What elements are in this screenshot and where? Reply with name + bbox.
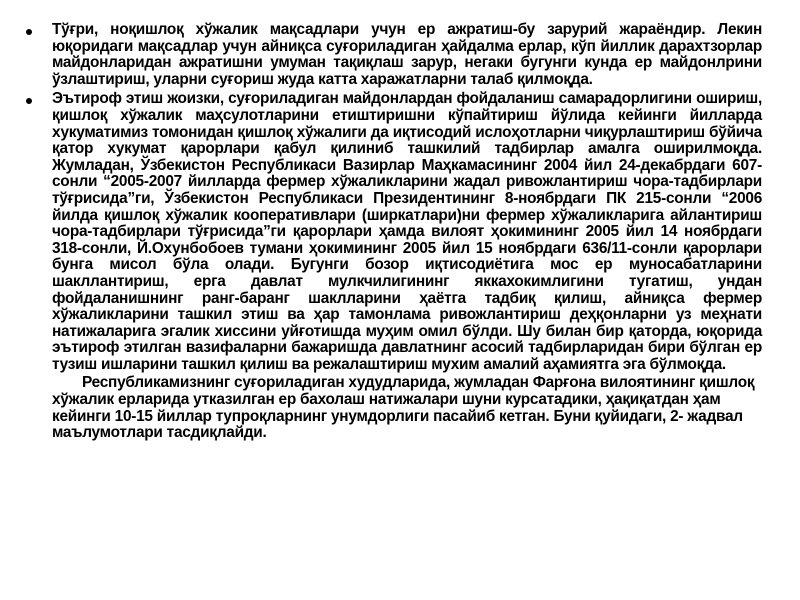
closing-paragraph-text: Республикамизнинг суғориладиган худудларида, жумладан Фарғона вилоятининг қишлоқ хўжалик ерларида утказилган ер бахолаш натижалари шуни курсатадики, ҳақиқатдан ҳам кейинги 10-15 йиллар тупроқларнинг унумдорлиги пасайиб кетган. Буни қуйидаги, 2- жадвал маълумотлари тасдиқлайди. xyxy=(52,374,755,442)
slide-content xyxy=(22,22,762,442)
bullet-text-2: Эътироф этиш жоизки, суғориладиган майдонлардан фойдаланиш самарадорлигини ошириш, қишлоқ хўжалик маҳсулотларини етиштиришни кўпайтириш йўлида кейинги йилларда хукуматимиз томонидан қишлоқ хўжалиги да иқтисодий ислоҳотларни чиқурлаштириш бўйича қатор хукумат қарорлари қабул қилиниб ташкилий тадбирлар амалга оширилмоқда. Жумладан, Ўзбекистон Республикаси Вазирлар Маҳкамасининг 2004 йил 24-декабрдаги 607-сонли “2005-2007 йилларда фермер хўжаликларини жадал ривожлантириш чора-тадбирлари тўғрисида”ги, Ўзбекистон Республикаси Президентининг 8-ноябрдаги ПК 215-сонли “2006 йилда қишлоқ хўжалик кооперативлари (ширкатлари)ни фермер хўжаликларига айлантириш чора-тадбирлари тўғрисида”ги қарорлари ҳамда вилоят ҳокимининг 2005 йил 14 ноябрдаги 318-сонли, Й.Охунбобоев тумани ҳокимининг 2005 йил 15 ноябрдаги 636/11-сонли қарорлари бунга мисол бўла олади. Бугунги бозор иқтисодиётига мос ер муносабатларини шакллантириш, ерга давлат мулкчилигининг яккахокимлигини тугатиш, ундан фойдаланишнинг ранг-баранг шаклларини ҳаётга тадбиқ қилиш, айниқса фермер хўжаликларини ташкил этиш ва ҳар тамонлама ривожлантириш деҳқонларни уз меҳнати натижаларига эгалик хиссини уйғотишда муҳим омил бўлди. Шу билан бир қаторда, юқорида эътироф этилган вазифаларни бажаришда давлатнинг асосий тадбирларидан бири бўлган ер тузиш ишларини ташкил қилиш ва режалаштириш мухим амалий аҳамиятга эга бўлмоқда. xyxy=(52,90,762,373)
bullet-dot-icon xyxy=(26,29,32,35)
closing-paragraph xyxy=(22,375,762,441)
bullet-item-1 xyxy=(22,22,762,88)
bullet-dot-icon xyxy=(26,98,32,104)
bullet-text-1: Тўғри, ноқишлоқ хўжалик мақсадлари учун ер ажратиш-бу зарурий жараёндир. Лекин юқоридаги мақсадлар учун айниқса суғориладиган ҳайдалма ерлар, кўп йиллик дарахтзорлар майдонларидан ажратишни умуман тақиқлаш зарур, негаки бугунги кунда ер майдонлрини ўзлаштириш, уларни суғориш жуда катта харажатларни талаб қилмоқда. xyxy=(52,21,762,88)
bullet-item-2 xyxy=(22,91,762,373)
